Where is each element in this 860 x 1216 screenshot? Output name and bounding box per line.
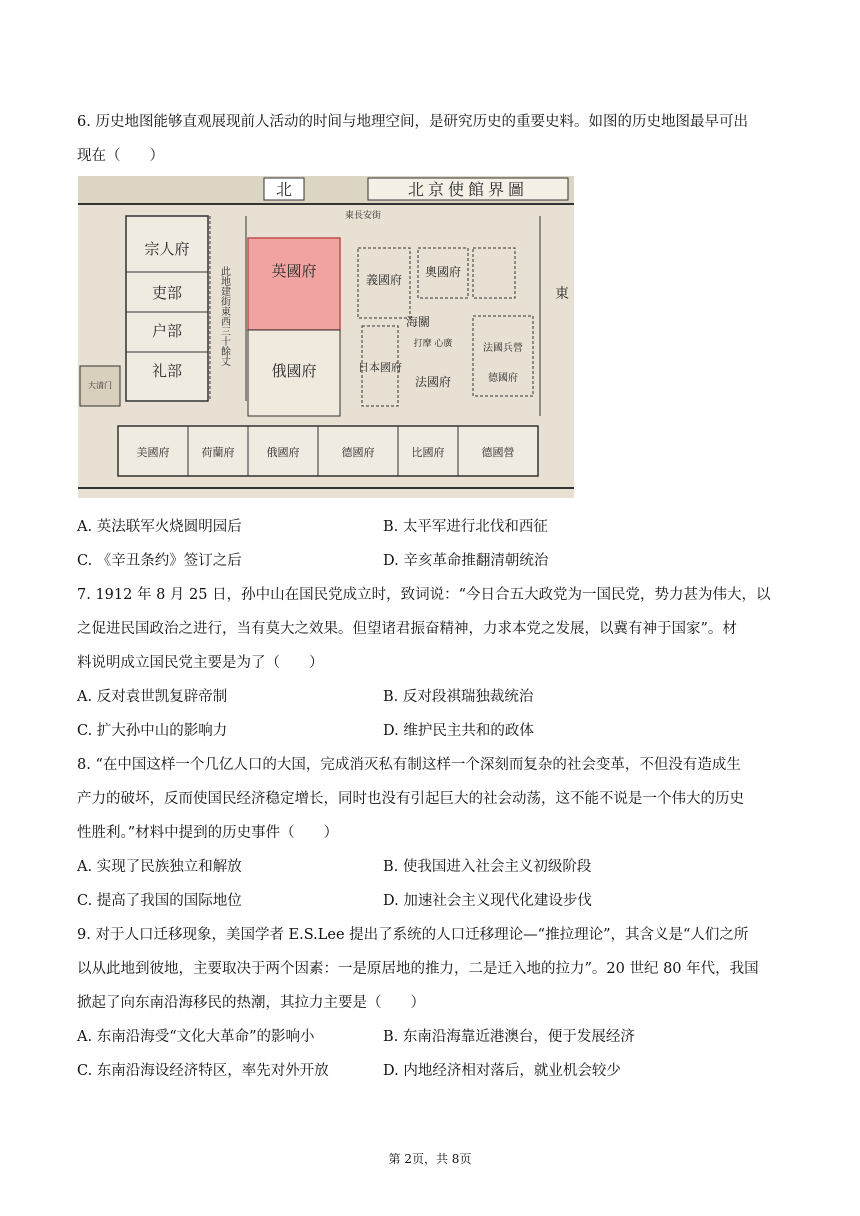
q7-stem-line1: 7. 1912 年 8 月 25 日，孙中山在国民党成立时，致词说：“今日合五大政党为一国民党，势力甚为伟大，以	[77, 587, 771, 603]
q8-option-a[interactable]: A. 实现了民族独立和解放	[77, 859, 242, 875]
q7-option-a[interactable]: A. 反对袁世凯复辟帝制	[77, 689, 228, 705]
q6-option-a[interactable]: A. 英法联军火烧圆明园后	[77, 519, 242, 535]
q7-option-d[interactable]: D. 维护民主共和的政体	[383, 723, 534, 739]
map-italian-legation: 義國府	[365, 273, 403, 287]
q9-stem-line3: 掀起了向东南沿海移民的热潮，其拉力主要是（ ）	[77, 995, 425, 1011]
map-north-label: 北	[275, 180, 293, 199]
q6-stem-line1: 6. 历史地图能够直观展现前人活动的时间与地理空间，是研究历史的重要史料。如图的历史地图最早可出	[77, 114, 748, 130]
map-bottom-5: 比國府	[411, 446, 445, 459]
q8-stem-line1: 8. “在中国这样一个几亿人口的大国，完成消灭私有制这样一个深刻而复杂的社会变革，不但没有造成生	[77, 757, 741, 773]
q7-stem-line2: 之促进民国政治之进行，当有莫大之效果。但望诸君振奋精神，力求本党之发展，以冀有神于国家”。材	[77, 621, 737, 637]
map-hubu: 户部	[151, 322, 183, 340]
map-bottom-2: 荷蘭府	[201, 446, 235, 459]
q8-option-c[interactable]: C. 提高了我国的国际地位	[77, 893, 242, 909]
q8-option-d[interactable]: D. 加速社会主义现代化建设步伐	[383, 893, 592, 909]
map-bottom-3: 俄國府	[266, 446, 300, 459]
map-road-label: 東長安街	[344, 211, 382, 221]
map-bottom-4: 德國府	[341, 446, 375, 459]
q7-stem-line3: 料说明成立国民党主要是为了（ ）	[77, 655, 324, 671]
map-british-legation-highlight	[248, 238, 340, 330]
map-french-legation: 法國府	[414, 375, 452, 389]
map-customs: 海關	[405, 315, 431, 329]
q9-stem-line1: 9. 对于人口迁移现象，美国学者 E.S.Lee 提出了系统的人口迁移理论—“推拉理论”，其含义是“人们之所	[77, 927, 749, 943]
q9-option-a[interactable]: A. 东南沿海受“文化大革命”的影响小	[77, 1029, 315, 1045]
map-bottom-1: 美國府	[136, 446, 170, 459]
q8-stem-line2: 产力的破坏，反而使国民经济稳定增长，同时也没有引起巨大的社会动荡，这不能不说是一个伟大的历史	[77, 791, 744, 807]
map-british-legation: 英國府	[271, 262, 317, 280]
q9-option-b[interactable]: B. 东南沿海靠近港澳台，便于发展经济	[383, 1029, 635, 1045]
q9-option-c[interactable]: C. 东南沿海设经济特区，率先对外开放	[77, 1063, 329, 1079]
q6-option-c[interactable]: C. 《辛丑条约》签订之后	[77, 553, 242, 569]
map-bottom-6: 德國營	[481, 446, 515, 459]
map-russian-legation: 俄國府	[271, 362, 317, 380]
map-libu: 吏部	[151, 284, 183, 302]
map-austrian-legation: 奧國府	[424, 265, 462, 279]
map-zongrenfu: 宗人府	[144, 240, 190, 258]
q7-option-c[interactable]: C. 扩大孙中山的影响力	[77, 723, 228, 739]
map-street-west: 此地建街東西三十餘丈	[218, 266, 230, 366]
map-title: 北京使館界圖	[407, 180, 529, 199]
map-small-label: 打摩 心廣	[413, 339, 453, 349]
q8-stem-line3: 性胜利。”材料中提到的历史事件（ ）	[77, 825, 339, 841]
q6-option-b[interactable]: B. 太平军进行北伐和西征	[383, 519, 548, 535]
page-footer: 第 2页，共 8页	[388, 1152, 472, 1166]
map-french-barracks: 法國兵營	[483, 343, 523, 354]
q6-option-d[interactable]: D. 辛亥革命推翻清朝统治	[383, 553, 549, 569]
map-west-gate: 大清门	[88, 381, 112, 390]
q9-option-d[interactable]: D. 内地经济相对落后，就业机会较少	[383, 1063, 621, 1079]
map-libu2: 礼部	[151, 362, 183, 380]
map-east-label: 東	[555, 286, 569, 302]
q9-stem-line2: 以从此地到彼地，主要取决于两个因素：一是原居地的推力，二是迁入地的拉力”。20 世纪 80 年代，我国	[77, 961, 759, 977]
q6-stem-line2: 现在（ ）	[77, 148, 164, 164]
map-japanese-legation: 日本國府	[358, 361, 402, 374]
map-german-legation: 德國府	[488, 373, 518, 384]
q7-option-b[interactable]: B. 反对段祺瑞独裁统治	[383, 689, 534, 705]
historical-map-legation-quarter	[78, 176, 574, 498]
q8-option-b[interactable]: B. 使我国进入社会主义初级阶段	[383, 859, 592, 875]
